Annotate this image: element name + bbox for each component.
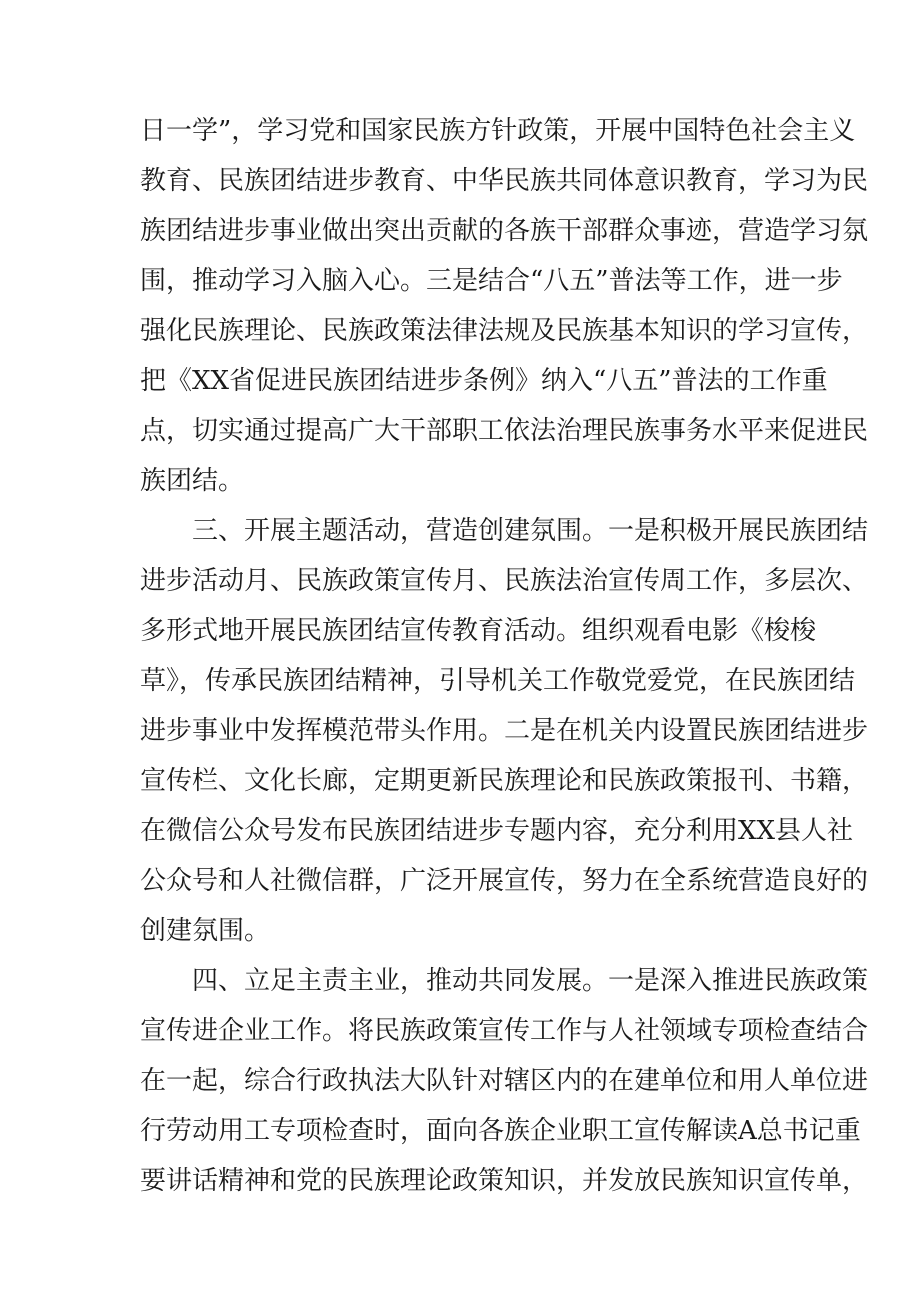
text-line: 草》，传承民族团结精神，引导机关工作敬党爱党，在民族团结: [140, 666, 856, 696]
text-line: 进步事业中发挥模范带头作用。二是在机关内设置民族团结进步: [140, 716, 869, 746]
text-line: 公众号和人社微信群，广泛开展宣传，努力在全系统营造良好的: [140, 866, 869, 896]
text-line: 强化民族理论、民族政策法律法规及民族基本知识的学习宣传，: [140, 316, 869, 346]
text-line: 要讲话精神和党的民族理论政策知识，并发放民族知识宣传单，: [140, 1166, 869, 1196]
text-line: 点，切实通过提高广大干部职工依法治理民族事务水平来促进民: [140, 416, 869, 446]
text-line: 教育、民族团结进步教育、中华民族共同体意识教育，学习为民: [140, 166, 869, 196]
text-line: 宣传进企业工作。将民族政策宣传工作与人社领域专项检查结合: [140, 1016, 869, 1046]
text-line: 把《XX省促进民族团结进步条例》纳入“八五”普法的工作重: [140, 366, 828, 396]
text-line: 围，推动学习入脑入心。三是结合“八五”普法等工作，进一步: [140, 266, 843, 296]
text-line: 族团结进步事业做出突出贡献的各族干部群众事迹，营造学习氛: [140, 216, 869, 246]
text-line: 行劳动用工专项检查时，面向各族企业职工宣传解读A总书记重: [140, 1116, 861, 1146]
text-line: 进步活动月、民族政策宣传月、民族法治宣传周工作，多层次、: [140, 566, 869, 596]
text-line: 多形式地开展民族团结宣传教育活动。组织观看电影《梭梭: [140, 616, 817, 646]
text-line: 族团结。: [140, 466, 245, 496]
text-line: 在微信公众号发布民族团结进步专题内容，充分利用XX县人社: [140, 816, 854, 846]
paragraph-heading-line: 四、立足主责主业，推动共同发展。一是深入推进民族政策: [192, 966, 869, 996]
paragraph-heading-line: 三、开展主题活动，营造创建氛围。一是积极开展民族团结: [192, 516, 869, 546]
text-line: 在一起，综合行政执法大队针对辖区内的在建单位和用人单位进: [140, 1066, 869, 1096]
text-line: 创建氛围。: [140, 916, 271, 946]
text-line: 宣传栏、文化长廊，定期更新民族理论和民族政策报刊、书籍，: [140, 766, 869, 796]
text-line: 日一学”，学习党和国家民族方针政策，开展中国特色社会主义: [140, 116, 856, 146]
